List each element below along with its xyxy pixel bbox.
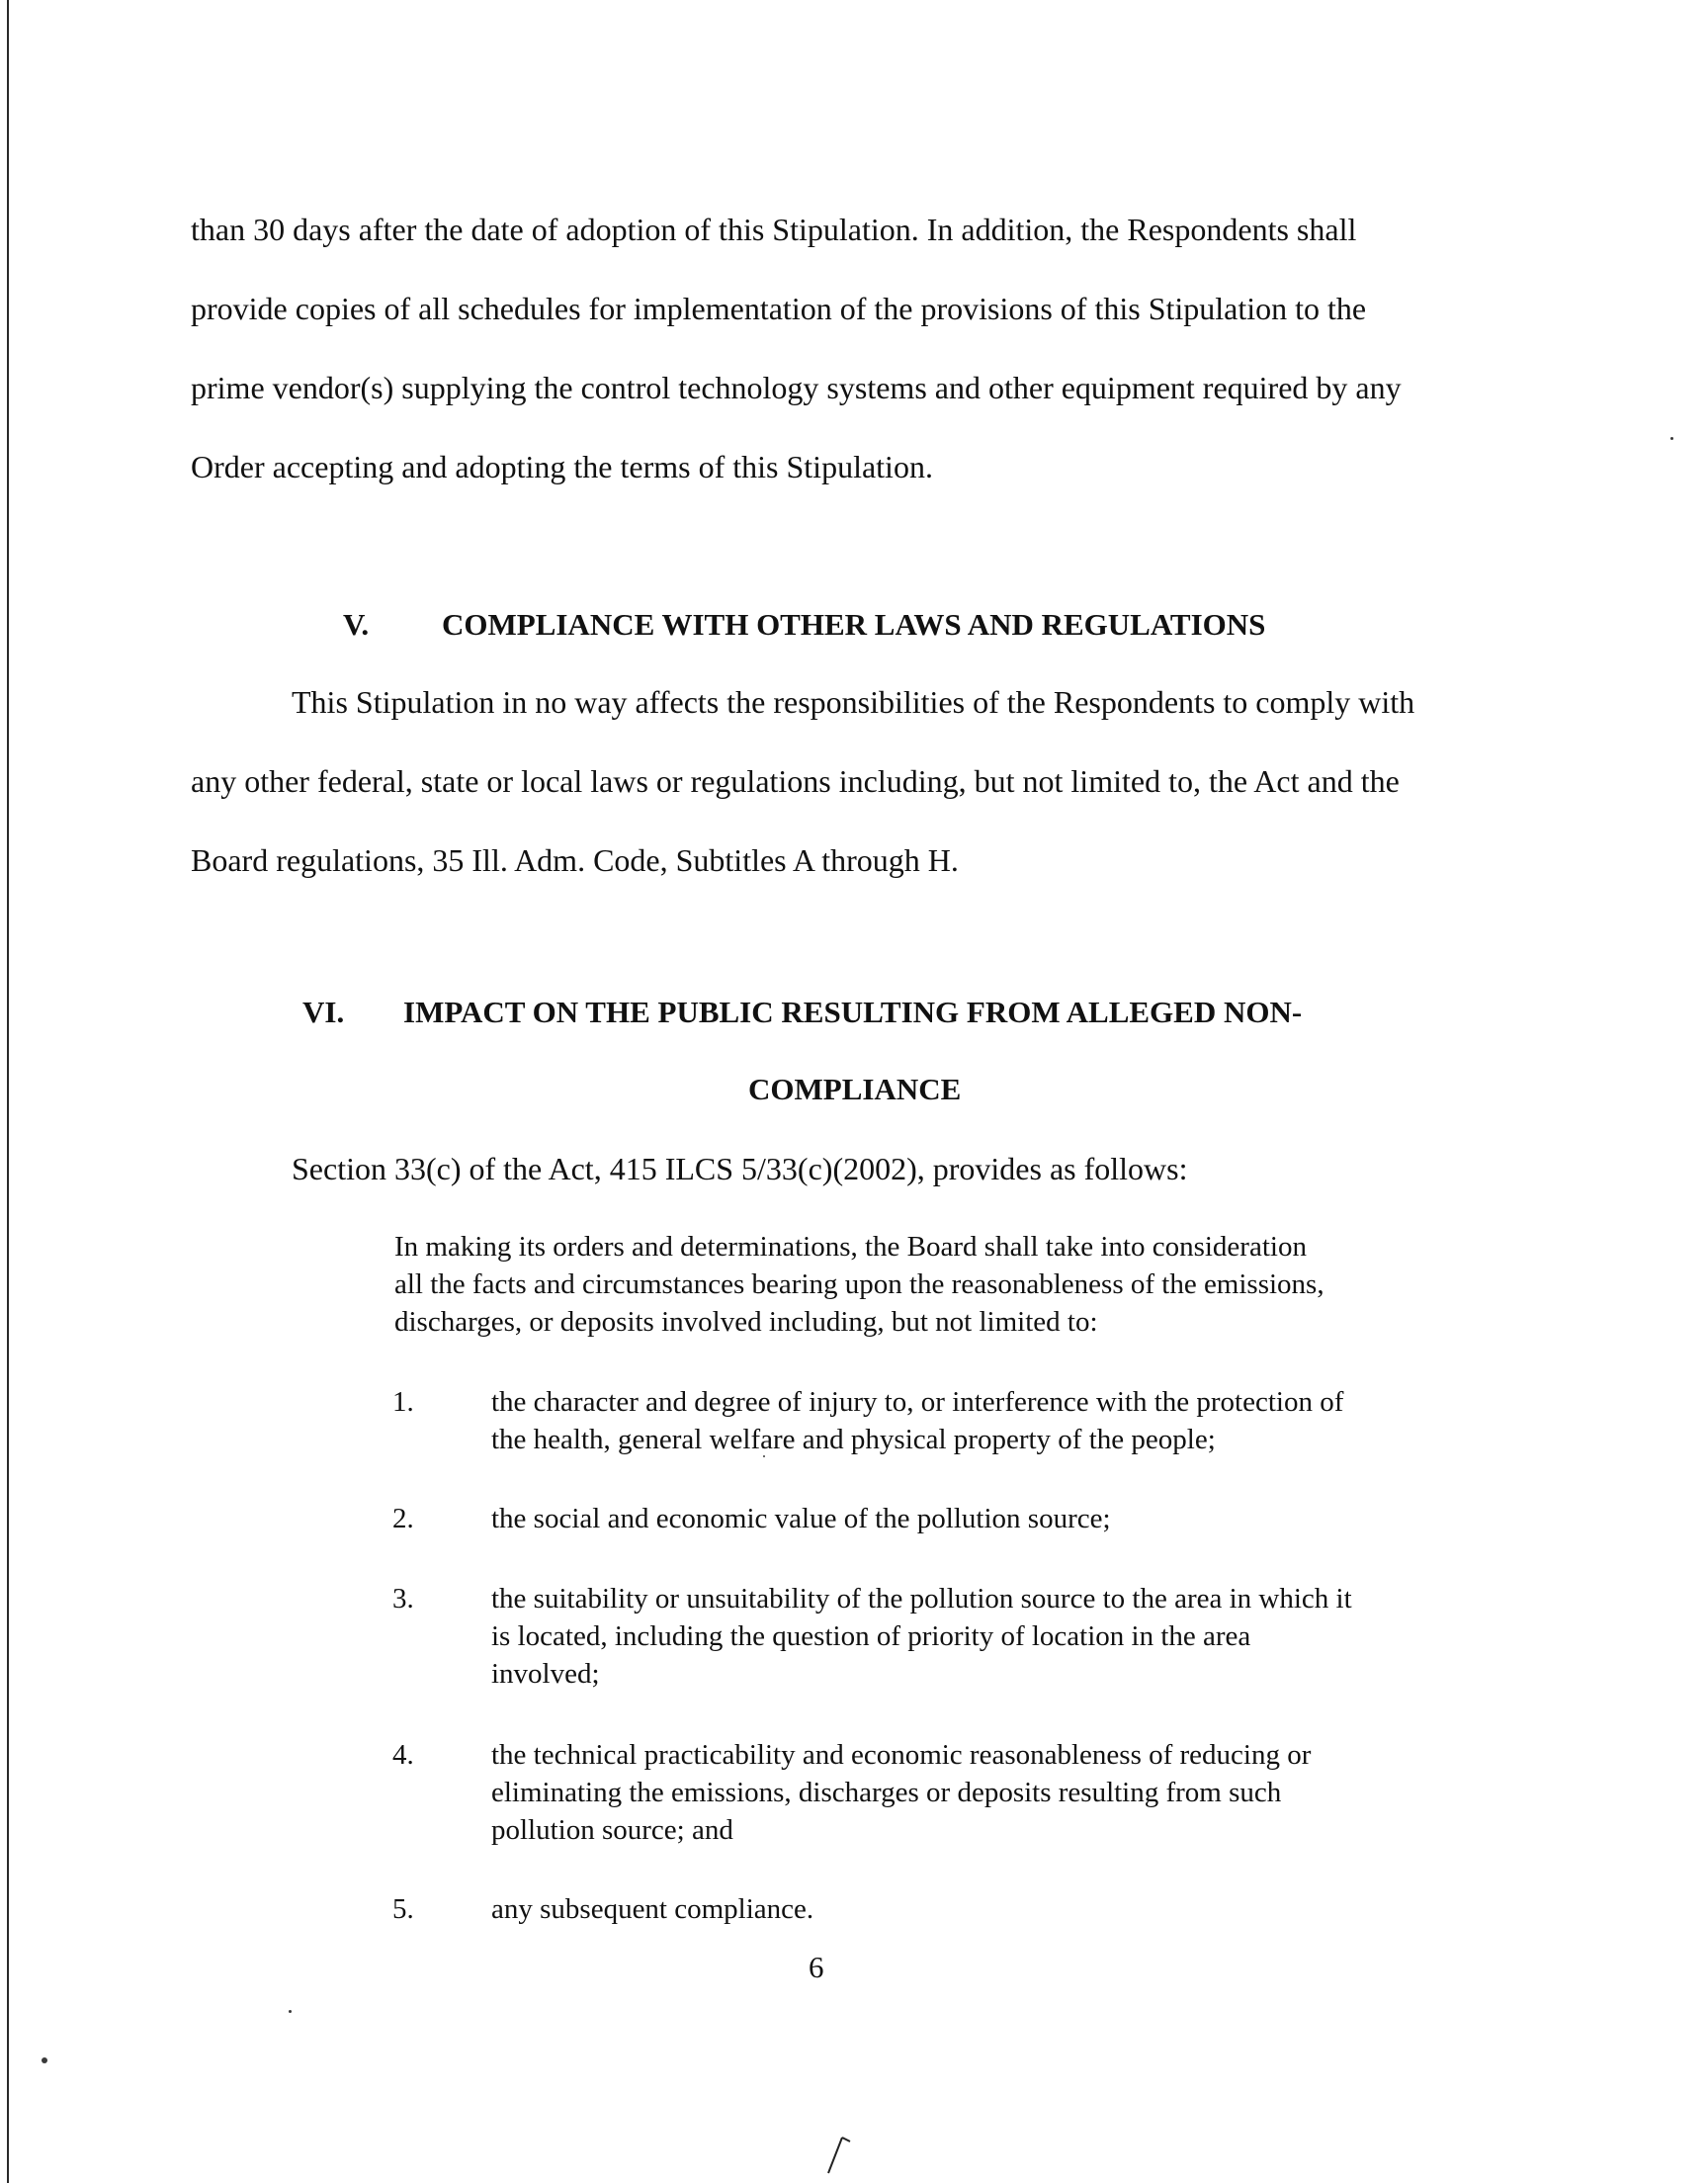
- quote-line: discharges, or deposits involved including, but not limited to:: [394, 1306, 1098, 1338]
- section-v-line: This Stipulation in no way affects the responsibilities of the Respondents to comply with: [292, 684, 1415, 720]
- list-item-line: the health, general welfare and physical property of the people;: [491, 1424, 1216, 1455]
- pen-stroke: [828, 2138, 850, 2173]
- list-item-number: 3.: [392, 1583, 414, 1615]
- list-item-line: the suitability or unsuitability of the pollution source to the area in which it: [491, 1583, 1352, 1615]
- paragraph-line: Order accepting and adopting the terms of this Stipulation.: [191, 449, 933, 484]
- list-item-line: is located, including the question of priority of location in the area: [491, 1620, 1251, 1652]
- section-v-line: Board regulations, 35 Ill. Adm. Code, Subtitles A through H.: [191, 842, 959, 878]
- scan-edge-line: [7, 0, 9, 2183]
- list-item-line: involved;: [491, 1658, 600, 1690]
- list-item-line: the character and degree of injury to, or interference with the protection of: [491, 1386, 1344, 1418]
- list-item-line: the technical practicability and economic reasonableness of reducing or: [491, 1739, 1312, 1771]
- section-vi-intro: Section 33(c) of the Act, 415 ILCS 5/33(c)(2002), provides as follows:: [292, 1151, 1188, 1186]
- section-vi-title-line1: IMPACT ON THE PUBLIC RESULTING FROM ALLEGED NON-: [403, 995, 1303, 1029]
- scan-speck: [1670, 437, 1673, 440]
- scan-speck: [42, 2057, 47, 2063]
- paragraph-line: prime vendor(s) supplying the control technology systems and other equipment required by any: [191, 370, 1402, 405]
- paragraph-line: than 30 days after the date of adoption of this Stipulation. In addition, the Respondents shall: [191, 212, 1357, 247]
- paragraph-line: provide copies of all schedules for implementation of the provisions of this Stipulation to the: [191, 291, 1367, 326]
- scan-speck: [289, 2010, 292, 2013]
- list-item-line: any subsequent compliance.: [491, 1893, 814, 1925]
- scan-speck: [763, 1455, 765, 1457]
- list-item-number: 1.: [392, 1386, 414, 1418]
- section-vi-number: VI.: [302, 995, 345, 1029]
- section-v-title: COMPLIANCE WITH OTHER LAWS AND REGULATIONS: [442, 607, 1266, 642]
- section-vi-title-line2: COMPLIANCE: [748, 1072, 962, 1106]
- quote-line: In making its orders and determinations, the Board shall take into consideration: [394, 1231, 1307, 1263]
- page-number: 6: [809, 1950, 824, 1984]
- list-item-number: 5.: [392, 1893, 414, 1925]
- list-item-line: pollution source; and: [491, 1814, 733, 1846]
- section-v-line: any other federal, state or local laws or regulations including, but not limited to, the Act and the: [191, 763, 1400, 799]
- section-v-number: V.: [343, 607, 370, 642]
- list-item-line: eliminating the emissions, discharges or deposits resulting from such: [491, 1777, 1282, 1808]
- list-item-number: 2.: [392, 1503, 414, 1534]
- list-item-line: the social and economic value of the pollution source;: [491, 1503, 1111, 1534]
- list-item-number: 4.: [392, 1739, 414, 1771]
- quote-line: all the facts and circumstances bearing upon the reasonableness of the emissions,: [394, 1268, 1324, 1300]
- handwritten-mark: [820, 2128, 860, 2177]
